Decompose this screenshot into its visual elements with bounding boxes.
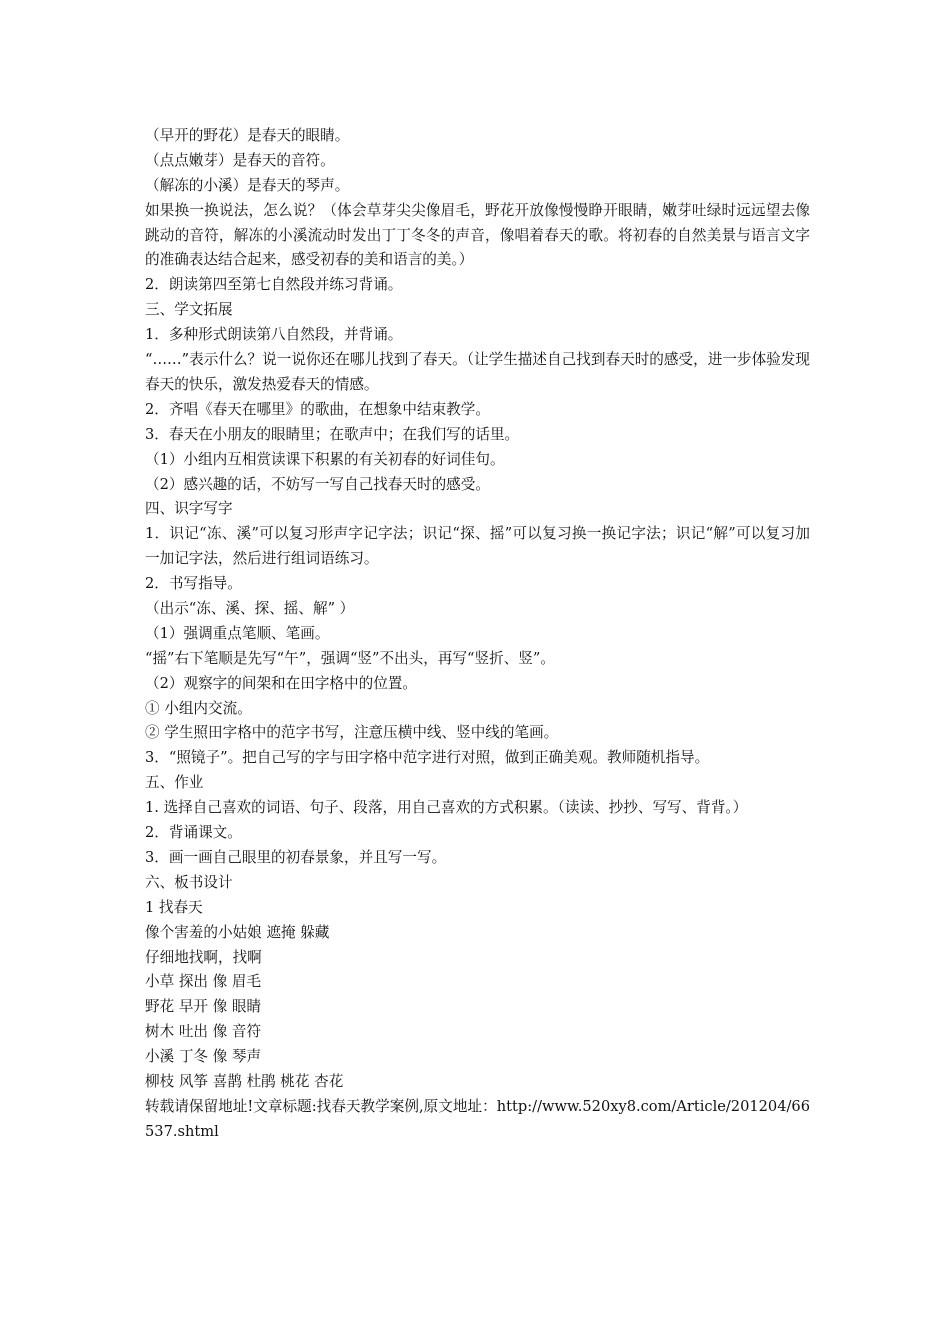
text-line: 1．多种形式朗读第八自然段，并背诵。 bbox=[145, 326, 403, 344]
text-line: 3．春天在小朋友的眼睛里；在歌声中；在我们写的话里。 bbox=[145, 425, 520, 443]
text-line: 2．朗读第四至第七自然段并练习背诵。 bbox=[145, 276, 403, 294]
section-heading: 五、作业 bbox=[145, 774, 204, 792]
board-line: 小溪 丁冬 像 琴声 bbox=[145, 1048, 262, 1066]
text-line: （早开的野花）是春天的眼睛。 bbox=[145, 127, 350, 144]
text-line: （2）感兴趣的话，不妨写一写自己找春天时的感受。 bbox=[145, 475, 490, 493]
text-line: 3．“照镜子”。把自己写的字与田字格中范字进行对照，做到正确美观。教师随机指导。 bbox=[145, 749, 710, 767]
board-line: 柳枝 风筝 喜鹊 杜鹃 桃花 杏花 bbox=[145, 1072, 344, 1090]
text-line: （点点嫩芽）是春天的音符。 bbox=[145, 151, 335, 169]
board-line: 小草 探出 像 眉毛 bbox=[145, 973, 262, 991]
text-line: 2．背诵课文。 bbox=[145, 824, 242, 842]
text-line: 2．书写指导。 bbox=[145, 575, 242, 593]
paragraph-rewrite-question: 如果换一换说法，怎么说？（体会草芽尖尖像眉毛，野花开放像慢慢睁开眼睛，嫩芽吐绿时远远望去像跳动的音符，解冻的小溪流动时发出丁丁冬冬的声音，像唱着春天的歌。将初春的自然美景与语言文字的准确表达结合起来，感受初春的美和语言的美。） bbox=[145, 201, 810, 269]
text-line: （解冻的小溪）是春天的琴声。 bbox=[145, 176, 350, 194]
text-line: （1）小组内互相赏读课下积累的有关初春的好词佳句。 bbox=[145, 450, 505, 468]
board-line: 野花 早开 像 眼睛 bbox=[145, 998, 262, 1016]
text-line: ① 小组内交流。 bbox=[145, 699, 252, 717]
board-line: 仔细地找啊，找啊 bbox=[145, 948, 262, 966]
text-line: （出示“冻、溪、探、摇、解” ） bbox=[145, 600, 355, 618]
section-heading: 三、学文拓展 bbox=[145, 301, 233, 319]
text-line: 2．齐唱《春天在哪里》的歌曲，在想象中结束教学。 bbox=[145, 400, 490, 418]
text-line: （1）强调重点笔顺、笔画。 bbox=[145, 624, 330, 642]
board-line: 像个害羞的小姑娘 遮掩 躲藏 bbox=[145, 923, 330, 941]
document-body bbox=[145, 124, 810, 1145]
source-note: 转载请保留地址!文章标题:找春天教学案例,原文地址：http://www.520xy8.com/Article/201204/66537.shtml bbox=[145, 1097, 810, 1140]
text-line: “摇”右下笔顺是先写“午”，强调“竖”不出头，再写“竖折、竖”。 bbox=[145, 649, 555, 667]
text-line: （2）观察字的间架和在田字格中的位置。 bbox=[145, 674, 417, 692]
paragraph-character-learning: 1．识记“冻、溪”可以复习形声字记字法；识记“探、摇”可以复习换一换记字法；识记“解”可以复习加一加记字法，然后进行组词语练习。 bbox=[145, 525, 810, 568]
text-line: 1. 选择自己喜欢的词语、句子、段落，用自己喜欢的方式积累。（读读、抄抄、写写、背背。） bbox=[145, 799, 748, 817]
section-heading: 四、识字写字 bbox=[145, 500, 233, 518]
text-line: ② 学生照田字格中的范字书写，注意压横中线、竖中线的笔画。 bbox=[145, 724, 559, 742]
text-line: 3．画一画自己眼里的初春景象，并且写一写。 bbox=[145, 848, 447, 866]
paragraph-ellipsis-question: “……”表示什么？说一说你还在哪儿找到了春天。（让学生描述自己找到春天时的感受，进一步体验发现春天的快乐，激发热爱春天的情感。 bbox=[145, 351, 810, 393]
board-line: 1 找春天 bbox=[145, 898, 203, 916]
section-heading: 六、板书设计 bbox=[145, 873, 233, 891]
board-line: 树木 吐出 像 音符 bbox=[145, 1023, 262, 1041]
